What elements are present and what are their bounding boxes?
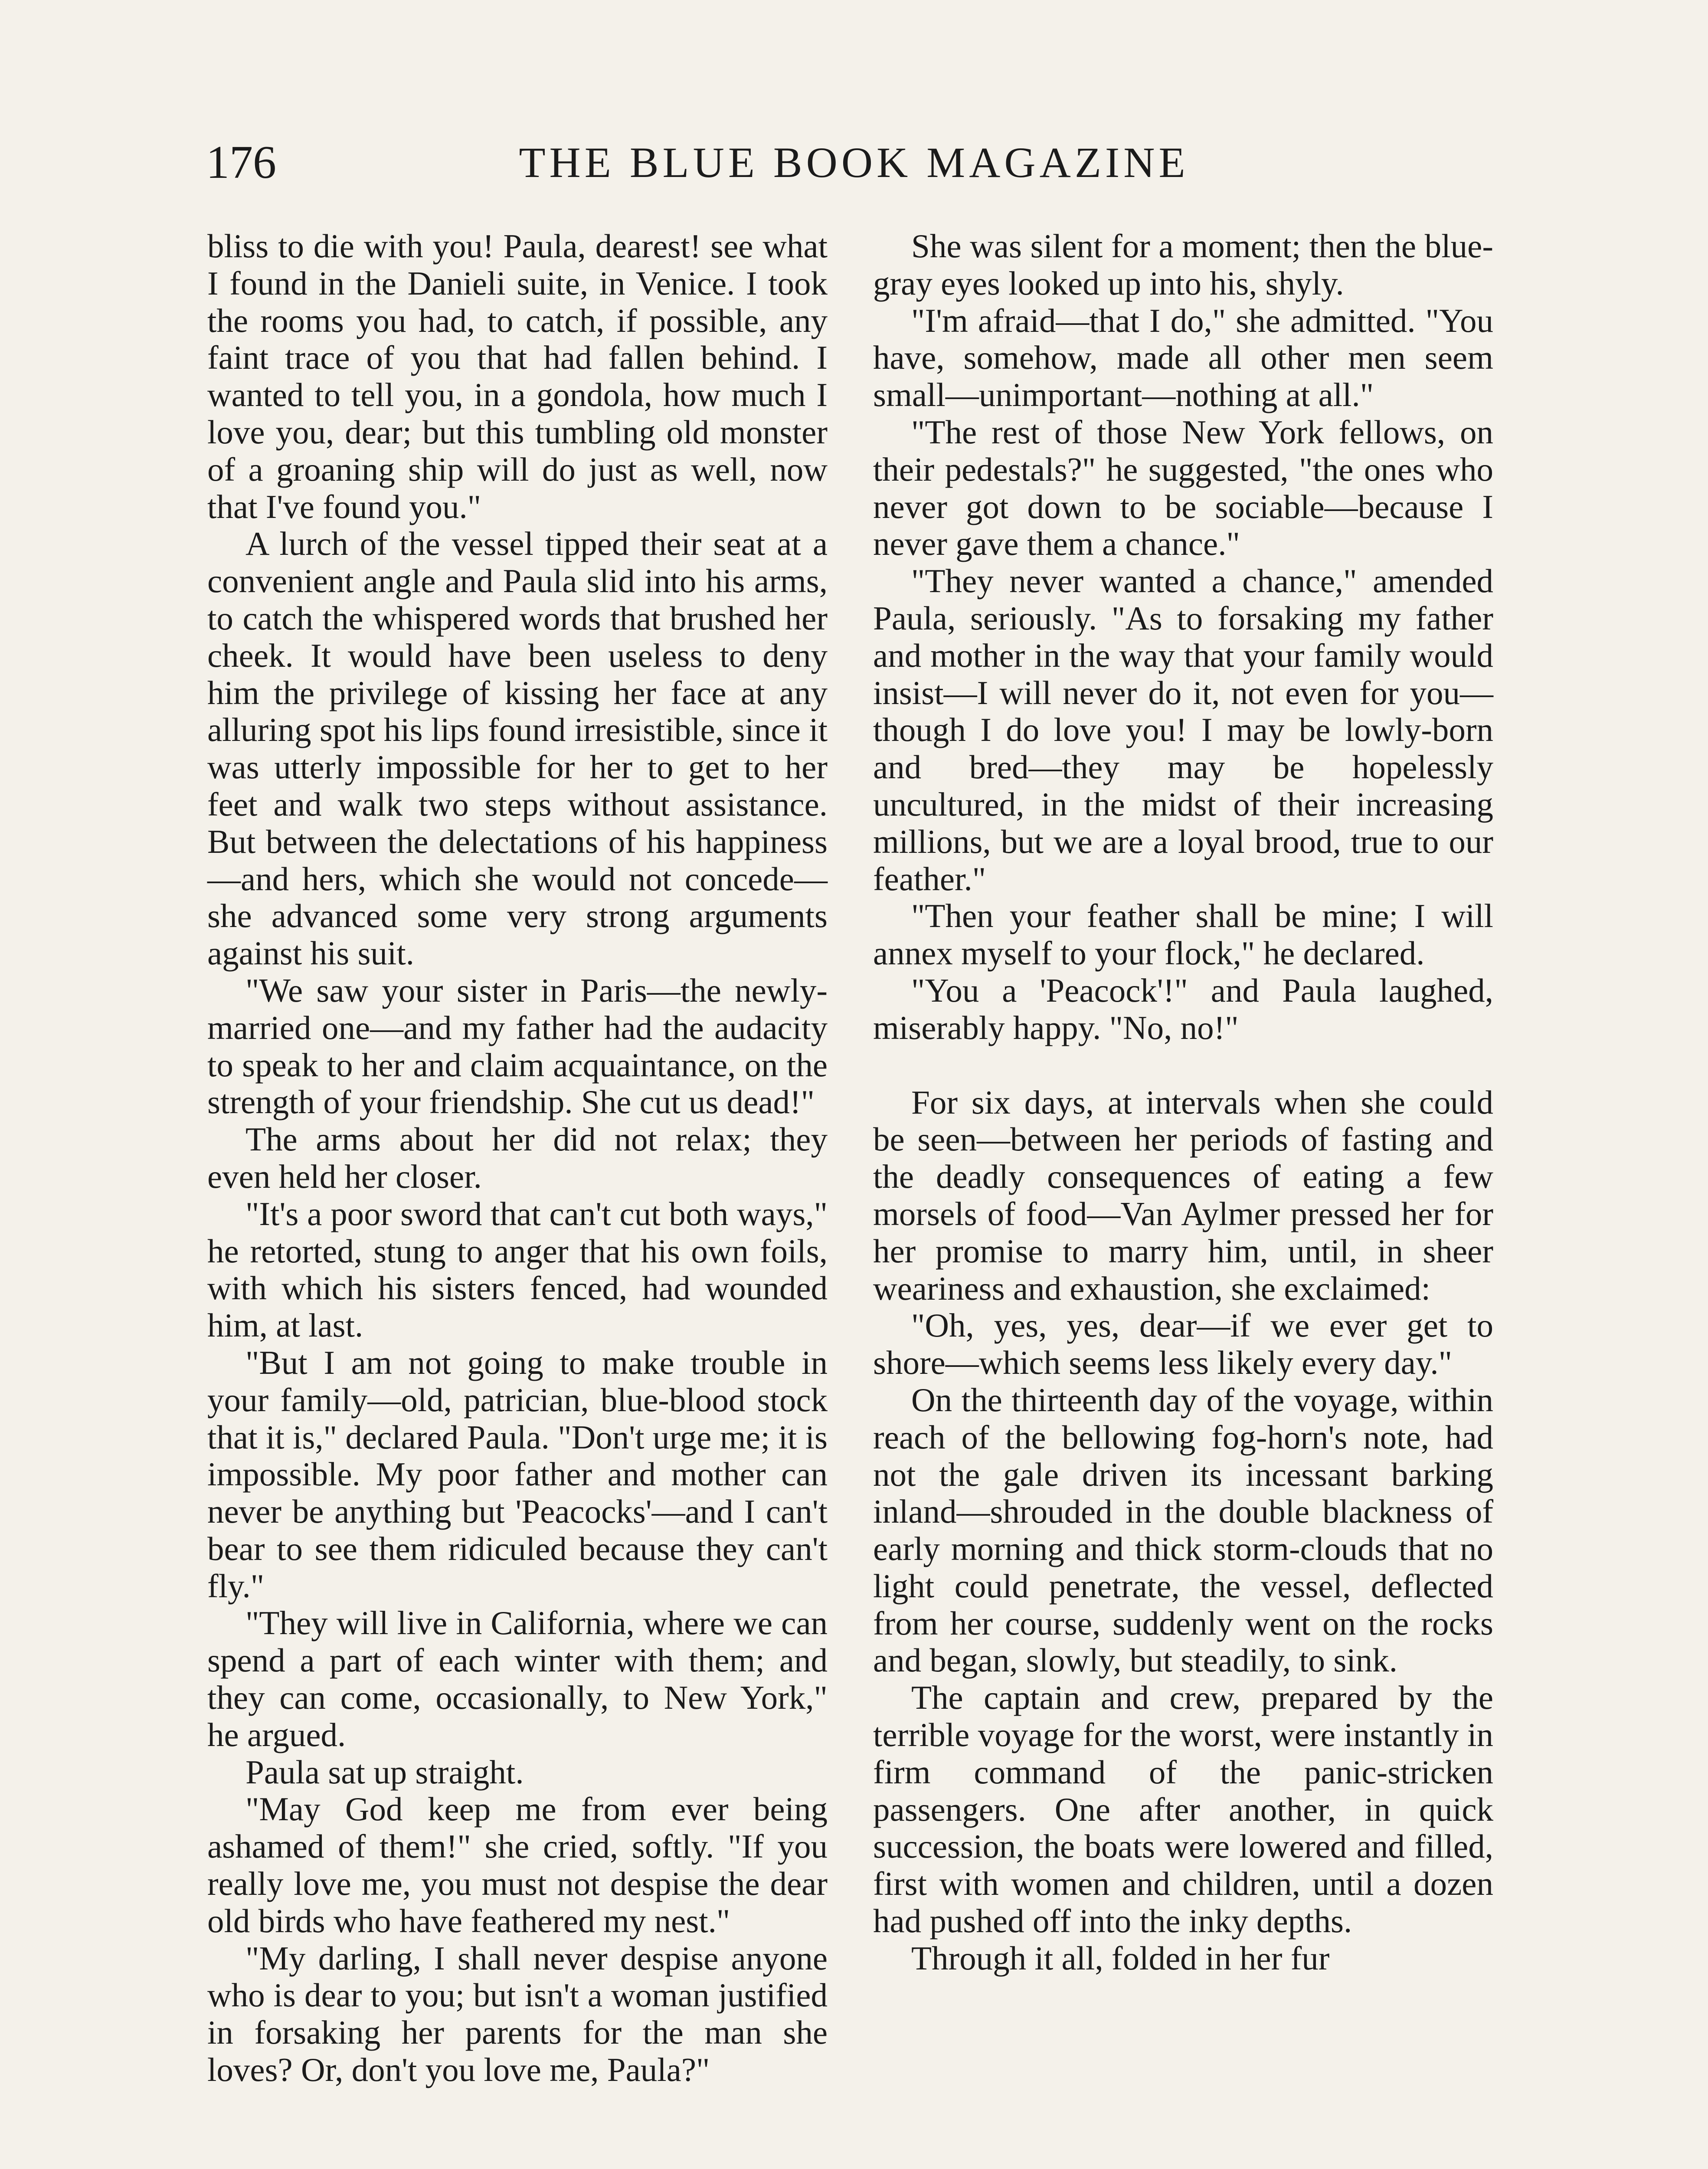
paragraph: "We saw your sister in Paris—the newly-married one—and my father had the audacity to speak to her and claim acquaintance, on the strength of your friendship. She cut us dead!" [207, 971, 828, 1121]
paragraph: The arms about her did not relax; they even held her closer. [207, 1121, 828, 1195]
paragraph: "It's a poor sword that can't cut both ways," he retorted, stung to anger that his own foils, with which his sisters fenced, had wounded him, at last. [207, 1195, 828, 1344]
paragraph: "Then your feather shall be mine; I will annex myself to your flock," he declared. [873, 897, 1493, 972]
paragraph: "My darling, I shall never despise anyone who is dear to you; but isn't a woman justified in forsaking her parents for the man she loves? Or, don't you love me, Paula?" [207, 1939, 828, 2089]
paragraph: Through it all, folded in her fur [911, 1939, 1330, 1977]
paragraph: "But I am not going to make trouble in your family—old, patrician, blue-blood stock that it is," declared Paula. "Don't urge me; it is impossible. My poor father and mother can never be anything but 'Peacocks'—and I can't bear to see them ridiculed because they can't fly." [207, 1343, 828, 1605]
paragraph: On the thirteenth day of the voyage, within reach of the bellowing fog-horn's note, had not the gale driven its incessant barking inland—shrouded in the double blackness of early morning and thick storm-clouds that no light could penetrate, the vessel, deflected from her course, suddenly went on the rocks and began, slowly, but steadily, to sink. [873, 1381, 1493, 1679]
page-number: 176 [206, 137, 276, 188]
paragraph: A lurch of the vessel tipped their seat at a convenient angle and Paula slid into his arms, to catch the whispered words that brushed her cheek. It would have been useless to deny him the privilege of kissing her face at any alluring spot his lips found irresistible, since it was utterly impossible for her to get to her feet and walk two steps without assistance. But between the delectations of his happiness—and hers, which she would not concede—she advanced some very strong arguments against his suit. [207, 525, 828, 972]
paragraph: "They will live in California, where we can spend a part of each winter with them; and they can come, occasionally, to New York," he argued. [207, 1604, 828, 1753]
paragraph: She was silent for a moment; then the blue-gray eyes looked up into his, shyly. [873, 227, 1493, 302]
left-column [207, 228, 828, 2089]
paragraph: "The rest of those New York fellows, on their pedestals?" he suggested, "the ones who never got down to be sociable—because I never gave them a chance." [873, 413, 1493, 563]
paragraph: Paula sat up straight. [245, 1753, 524, 1791]
paragraph: bliss to die with you! Paula, dearest! see what I found in the Danieli suite, in Venice. I took the rooms you had, to catch, if possible, any faint trace of you that had fallen behind. I wanted to tell you, in a gondola, how much I love you, dear; but this tumbling old monster of a groaning ship will do just as well, now that I've found you." [207, 227, 828, 525]
right-column [873, 228, 1493, 1977]
paragraph: "You a 'Peacock'!" and Paula laughed, miserably happy. "No, no!" [873, 971, 1493, 1046]
paragraph: The captain and crew, prepared by the terrible voyage for the worst, were instantly in firm command of the panic-stricken passengers. One after another, in quick succession, the boats were lowered and filled, first with women and children, until a dozen had pushed off into the inky depths. [873, 1679, 1493, 1940]
page-header [206, 130, 1502, 195]
paragraph: "I'm afraid—that I do," she admitted. "You have, somehow, made all other men seem small—unimportant—nothing at all." [873, 301, 1493, 414]
paragraph: "Oh, yes, yes, dear—if we ever get to shore—which seems less likely every day." [873, 1307, 1493, 1382]
paragraph: "May God keep me from ever being ashamed of them!" she cried, softly. "If you really love me, you must not despise the dear old birds who have feathered my nest." [207, 1790, 828, 1940]
paragraph: "They never wanted a chance," amended Paula, seriously. "As to forsaking my father and mother in the way that your family would insist—I will never do it, not even for you—though I do love you! I may be lowly-born and bred—they may be hopelessly uncultured, in the midst of their increasing millions, but we are a loyal brood, true to our feather." [873, 562, 1493, 898]
running-title: THE BLUE BOOK MAGAZINE [519, 138, 1189, 187]
paragraph: For six days, at intervals when she could be seen—between her periods of fasting and the deadly consequences of eating a few morsels of food—Van Aylmer pressed her for her promise to marry him, until, in sheer weariness and exhaustion, she exclaimed: [873, 1083, 1493, 1307]
